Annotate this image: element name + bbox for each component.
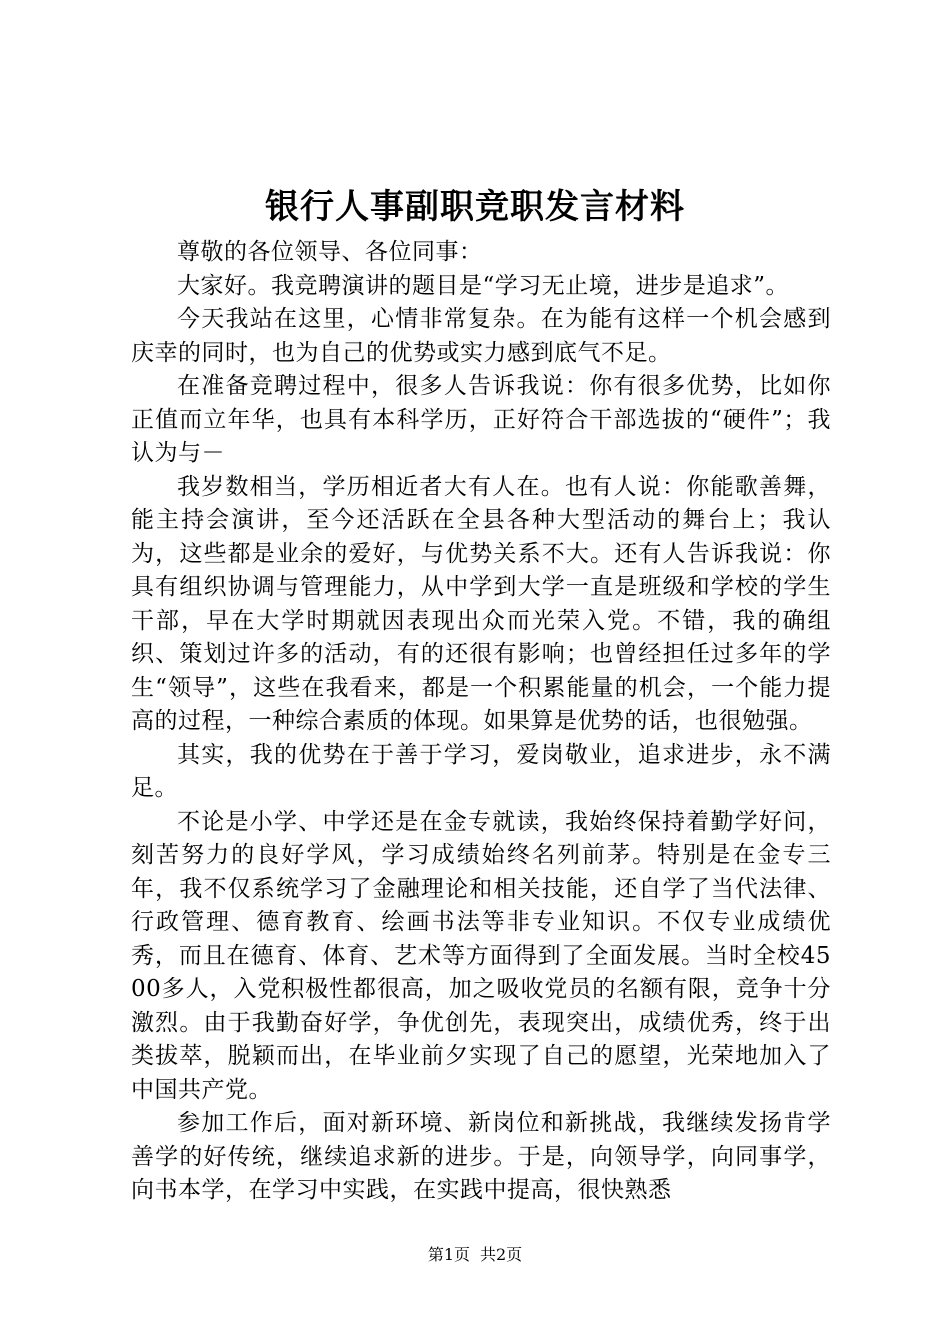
paragraph: 在准备竞聘过程中，很多人告诉我说：你有很多优势，比如你正值而立年华，也具有本科学历，正好符合干部选拔的“硬件”；我认为与－	[131, 373, 831, 466]
page-footer	[0, 1243, 950, 1267]
page-total: 共2页	[480, 1245, 523, 1264]
paragraph: 其实，我的优势在于善于学习，爱岗敬业，追求进步，永不满足。	[131, 741, 831, 801]
paragraph: 今天我站在这里，心情非常复杂。在为能有这样一个机会感到庆幸的同时，也为自己的优势或实力感到底气不足。	[131, 306, 831, 366]
document-title: 银行人事副职竞职发言材料	[265, 187, 685, 227]
paragraph: 大家好。我竞聘演讲的题目是“学习无止境，进步是追求”。	[177, 272, 790, 299]
paragraph: 不论是小学、中学还是在金专就读，我始终保持着勤学好问，刻苦努力的良好学风，学习成绩始终名列前茅。特别是在金专三年，我不仅系统学习了金融理论和相关技能，还自学了当代法律、行政管理、德育教育、绘画书法等非专业知识。不仅专业成绩优秀，而且在德育、体育、艺术等方面得到了全面发展。当时全校4500多人，入党积极性都很高，加之吸收党员的名额有限，竞争十分激烈。由于我勤奋好学，争优创先，表现突出，成绩优秀，终于出类拔萃，脱颖而出，在毕业前夕实现了自己的愿望，光荣地加入了中国共产党。	[131, 808, 831, 1103]
paragraph-greeting: 尊敬的各位领导、各位同事：	[177, 239, 483, 265]
document-body	[131, 236, 831, 1208]
page-number: 第1页	[427, 1245, 470, 1264]
paragraph: 我岁数相当，学历相近者大有人在。也有人说：你能歌善舞，能主持会演讲，至今还活跃在全县各种大型活动的舞台上；我认为，这些都是业余的爱好，与优势关系不大。还有人告诉我说：你具有组织协调与管理能力，从中学到大学一直是班级和学校的学生干部，早在大学时期就因表现出众而光荣入党。不错，我的确组织、策划过许多的活动，有的还很有影响；也曾经担任过多年的学生“领导”，这些在我看来，都是一个积累能量的机会，一个能力提高的过程，一种综合素质的体现。如果算是优势的话，也很勉强。	[131, 473, 831, 734]
paragraph: 参加工作后，面对新环境、新岗位和新挑战，我继续发扬肯学善学的好传统，继续追求新的进步。于是，向领导学，向同事学，向书本学，在学习中实践，在实践中提高，很快熟悉	[131, 1110, 831, 1203]
